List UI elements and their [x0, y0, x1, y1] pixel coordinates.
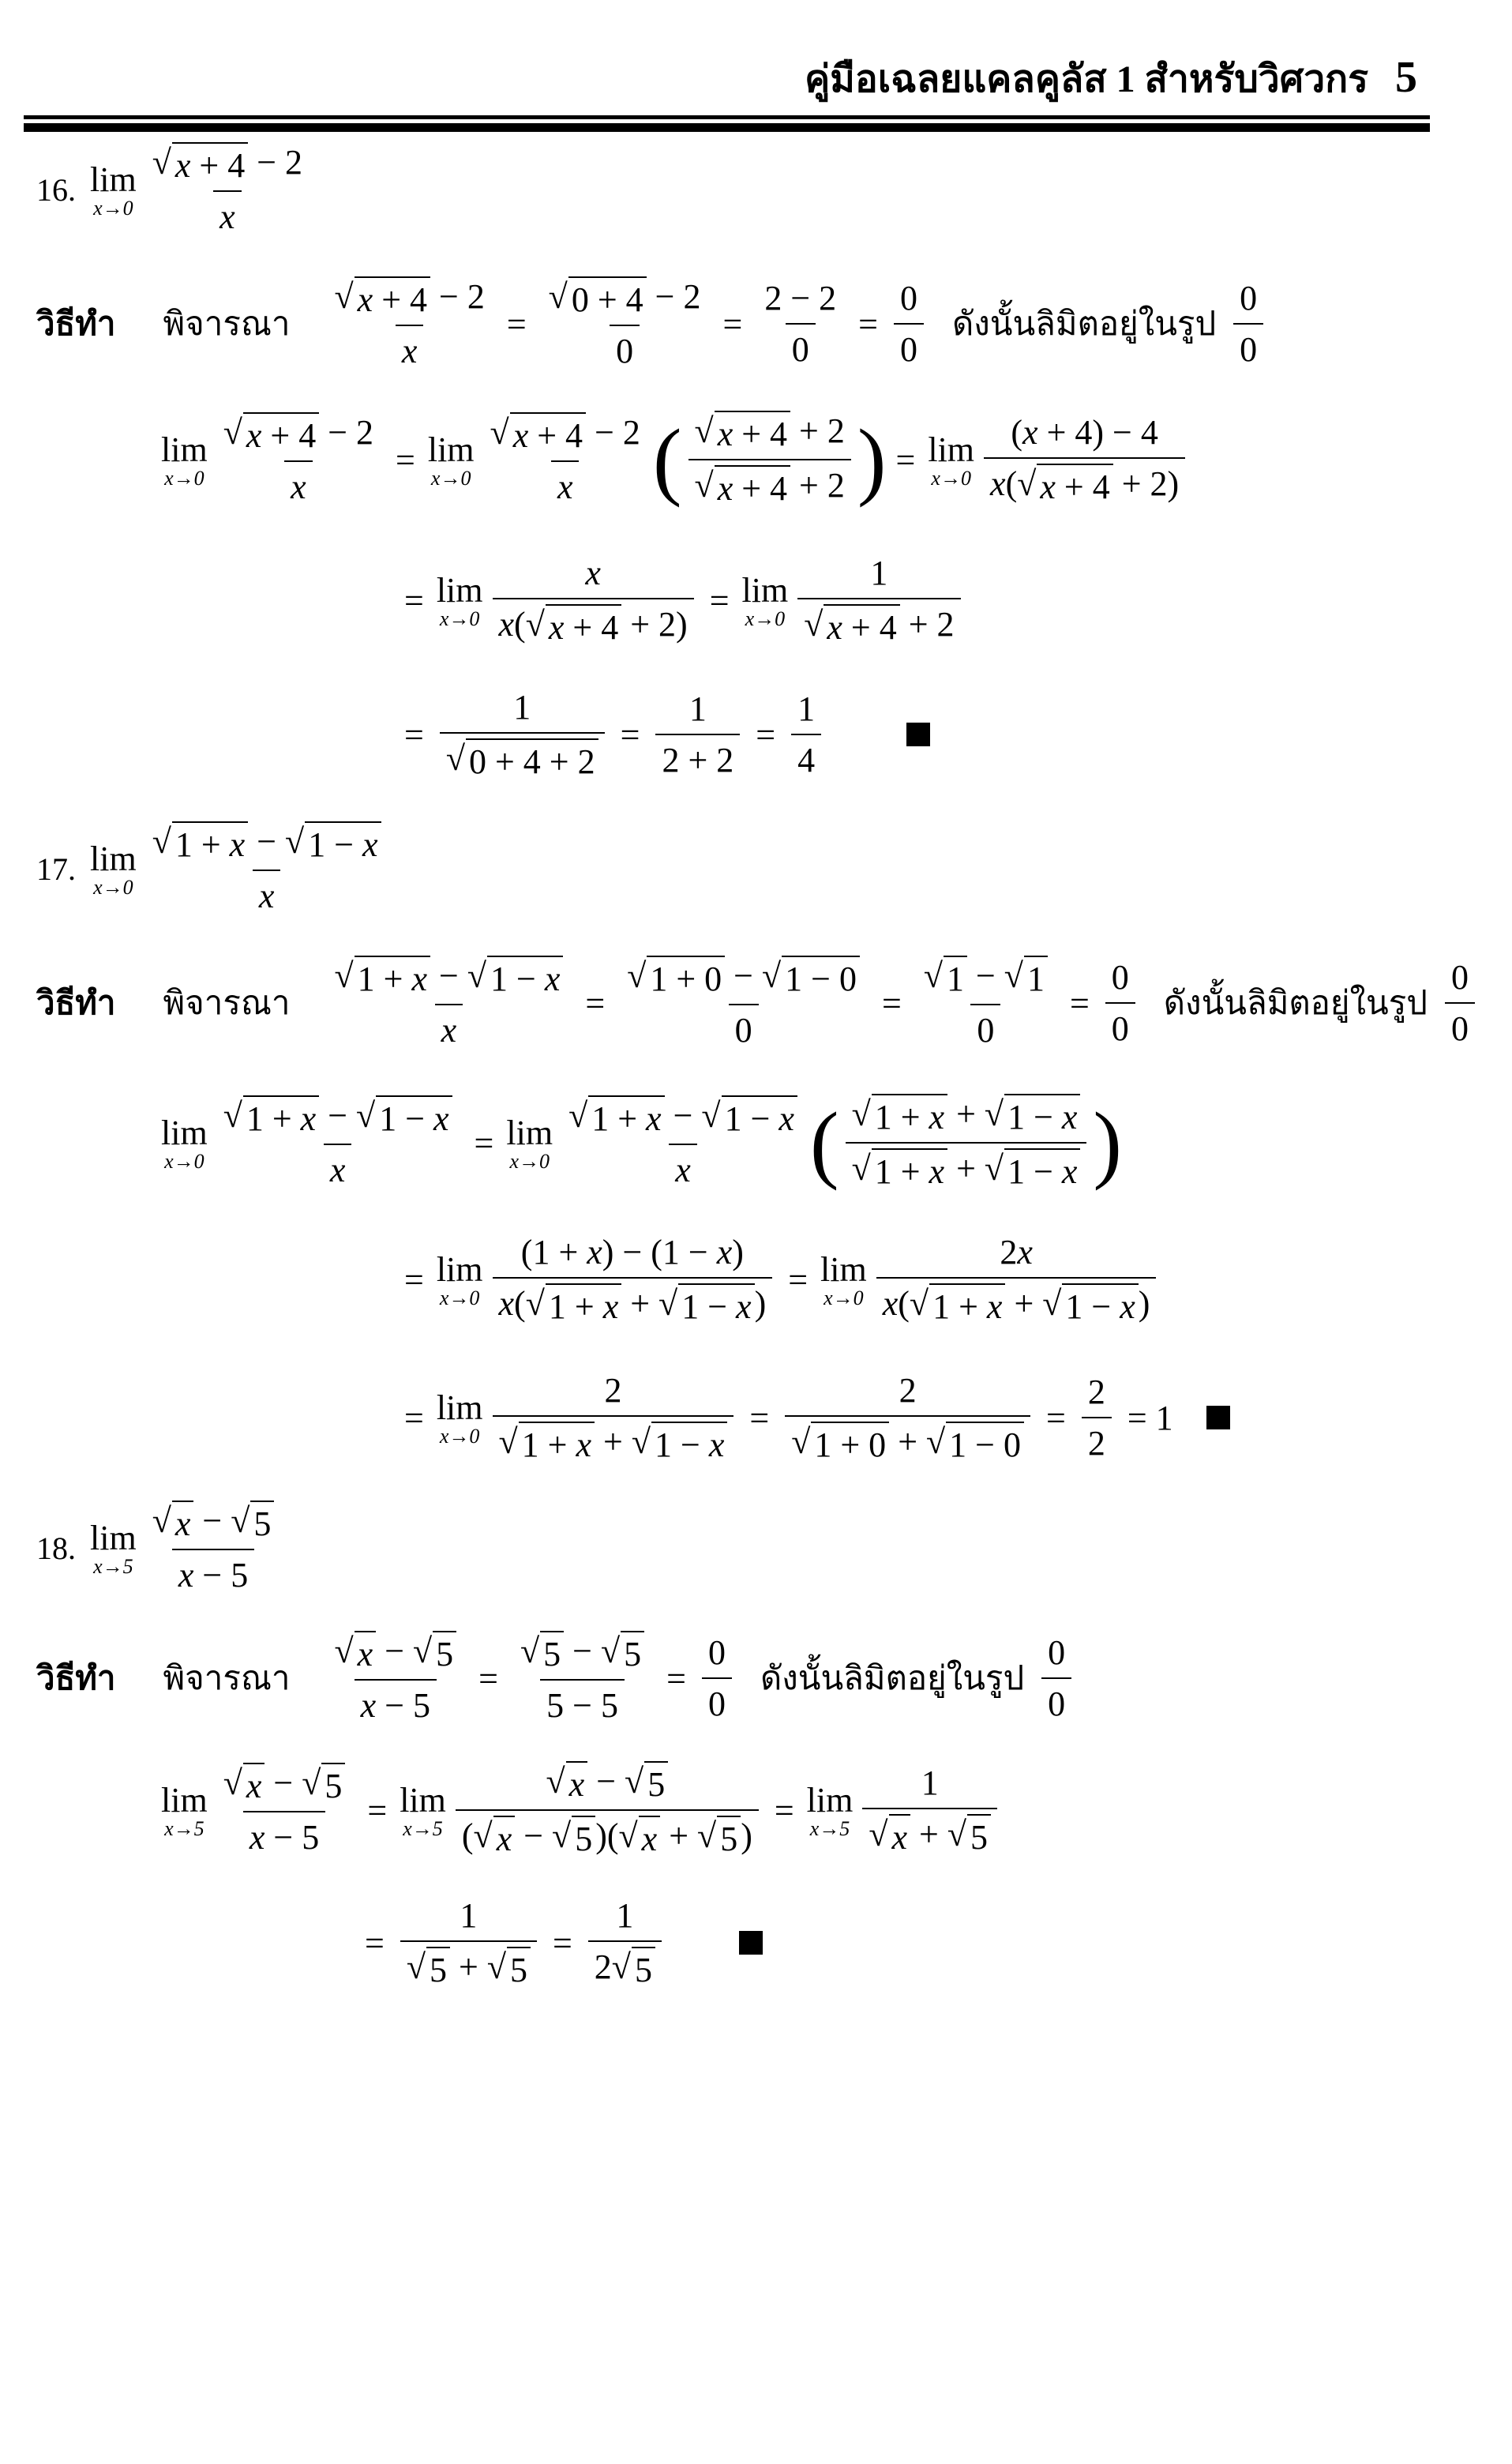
page-number: 5	[1395, 53, 1417, 102]
problem-number: 16.	[36, 171, 76, 208]
problem-18-statement: 18. lim x→5 √ x − √ 5 x − 5	[36, 1501, 287, 1595]
qed-mark	[906, 723, 930, 746]
page-header	[805, 49, 1417, 109]
consider-label: พิจารณา	[163, 986, 291, 1022]
problem-16-check: วิธีทำ พิจารณา √ x + 4 − 2 x = √ 0 + 4 − 2 0 = $\frac{2 - 2}{0}$ = $\frac{0}{0}$ ดังนั้นลิมิตอยู่ในรูป 0 0	[36, 276, 1270, 371]
problem-17-check: วิธีทำ พิจารณา √ 1 + x − √ 1 − x x = √ 1 + 0 − √ 1 − 0 0 = √ 1 − √ 1 0 = $\frac{0}{0}$ ดังนั้นลิมิตอยู่ในรูป 0 0	[36, 956, 1481, 1050]
problem-16-step1: lim x→0 √ x + 4 − 2 x = lim x→0 √ x + 4 − 2 x ( √ x + 4 + 2 √ x + 4 + 2 ) = lim x→0 (x + 4) − 4 x( √ x + 4 + 2)	[158, 411, 1191, 509]
indeterminate-form-label: ดังนั้นลิมิตอยู่ในรูป	[1163, 986, 1428, 1022]
solution-label: วิธีทำ	[36, 306, 116, 343]
problem-18-step1: lim x→5 √ x − √ 5 x − 5 = lim x→5 √ x − √ 5 ( √ x − √ 5 )( √ x + √ 5 ) = lim x→5 1 √ x + √ 5	[158, 1761, 1004, 1859]
header-title: คู่มือเฉลยแคลคูลัส 1 สำหรับวิศวกร	[805, 58, 1368, 100]
problem-18-result: = 1 √ 5 + √ 5 = 1 2 √ 5	[355, 1895, 763, 1990]
problem-number: 18.	[36, 1530, 76, 1566]
problem-18-check: วิธีทำ พิจารณา √ x − √ 5 x − 5 = √ 5 − √ 5 5 − 5 = $\frac{0}{0}$ ดังนั้นลิมิตอยู่ในรูป 0 0	[36, 1631, 1078, 1726]
solution-label: วิธีทำ	[36, 1661, 116, 1697]
problem-16-step2: = lim x→0 x x( √ x + 4 + 2) = lim x→0 1 √ x + 4 + 2	[395, 553, 967, 648]
problem-16-statement	[36, 142, 315, 237]
fraction: √ x + 4 − 2 x	[152, 143, 303, 236]
header-rule-thick	[24, 123, 1430, 132]
problem-17-statement: 17. lim x→0 √ 1 + x − √ 1 − x x	[36, 821, 394, 916]
indeterminate-form-label: ดังนั้นลิมิตอยู่ในรูป	[760, 1661, 1025, 1697]
header-rule-thin	[24, 115, 1430, 119]
consider-label: พิจารณา	[163, 1661, 291, 1697]
solution-label: วิธีทำ	[36, 986, 116, 1022]
problem-17-step1: lim x→0 √ 1 + x − √ 1 − x x = lim x→0 √ 1 + x − √ 1 − x x ( √ 1 + x + √ 1 − x √ 1 + x + √ 1 − x )	[161, 1095, 1123, 1191]
qed-mark	[1206, 1406, 1230, 1429]
problem-17-result: = lim x→0 2 √ 1 + x + √ 1 − x = 2 √ 1 + 0 + √ 1 − 0 = $\frac{2}{2}$ = 1	[395, 1370, 1230, 1465]
qed-mark	[739, 1931, 763, 1955]
consider-label: พิจารณา	[163, 306, 291, 343]
problem-number: 17.	[36, 851, 76, 887]
problem-17-step2: = lim x→0 (1 + x) − (1 − x) x( √ 1 + x + √ 1 − x ) = lim x→0 2x x( √ 1 + x + √ 1 − x )	[395, 1232, 1162, 1327]
limit-operator: lim x→0	[90, 160, 137, 220]
problem-16-result: = 1 √ 0 + 4 + 2 = $\frac{1}{2 + 2}$ = $\frac{1}{4}$	[395, 687, 930, 782]
indeterminate-form-label: ดังนั้นลิมิตอยู่ในรูป	[951, 306, 1217, 343]
